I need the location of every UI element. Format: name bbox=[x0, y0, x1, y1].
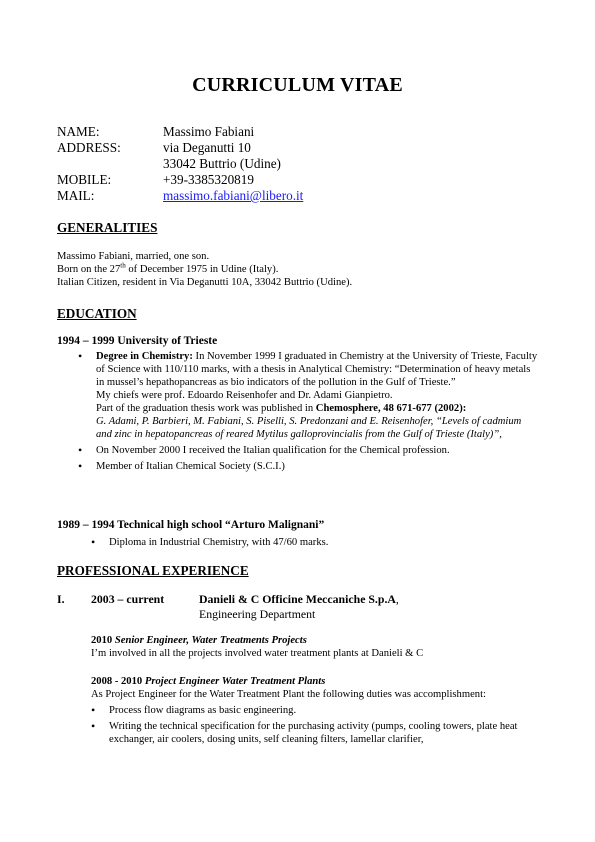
duty-item: • Writing the technical specification for the purchasing activity (pumps, cooling towers, plate heat exchanger, air coolers, dosing units, self cleaning filters, lamellar clarifier, bbox=[91, 719, 518, 745]
diploma-item: • Diploma in Industrial Chemistry, with 47/60 marks. bbox=[91, 535, 329, 549]
experience-number: I. bbox=[57, 592, 65, 606]
mail-label: MAIL: bbox=[57, 188, 95, 203]
document-title: CURRICULUM VITAE bbox=[192, 74, 403, 96]
contact-block bbox=[57, 124, 303, 204]
bullet-icon: • bbox=[78, 459, 83, 473]
bullet-icon: • bbox=[91, 719, 96, 733]
membership-item: • Member of Italian Chemical Society (S.C.I.) bbox=[78, 459, 285, 473]
name-label: NAME: bbox=[57, 124, 100, 139]
role-senior-engineer bbox=[91, 634, 536, 660]
university-details bbox=[78, 350, 538, 473]
contact-name-row bbox=[57, 124, 303, 140]
degree-item bbox=[78, 350, 538, 441]
bullet-icon: • bbox=[91, 703, 96, 717]
role2-text: As Project Engineer for the Water Treatment Plant the following duties was accomplishment: bbox=[91, 689, 486, 700]
publication-text: Part of the graduation thesis work was published in Chemosphere, 48 671-677 (2002): bbox=[96, 403, 467, 414]
mail-link[interactable]: massimo.fabiani@libero.it bbox=[163, 188, 304, 203]
contact-mobile-row bbox=[57, 172, 303, 188]
degree-text: In November 1999 I graduated in Chemistry at the University of Trieste, Faculty of Science with 110/110 marks, with a thesis in Analytical Chemistry: “Determination of heavy metals in mussel’s hepathopancreas as bio indicators of the pollution in the Gulf of Trieste.” bbox=[96, 351, 538, 388]
role2-heading: 2008 - 2010 Project Engineer Water Treatment Plants bbox=[91, 676, 326, 687]
experience-dates: 2003 – current bbox=[91, 592, 165, 606]
bullet-icon: • bbox=[78, 443, 83, 457]
generalities-text bbox=[57, 250, 537, 289]
generalities-line-2: Born on the 27th of December 1975 in Udine (Italy). bbox=[57, 261, 279, 275]
experience-company: Danieli & C Officine Meccaniche S.p.A, bbox=[199, 592, 399, 606]
degree-label: Degree in Chemistry: bbox=[96, 351, 193, 362]
duty-item: • Process flow diagrams as basic engineering. bbox=[91, 703, 297, 717]
contact-mail-row bbox=[57, 188, 303, 204]
education-heading: EDUCATION bbox=[57, 306, 137, 321]
role1-text: I’m involved in all the projects involved water treatment plants at Danieli & C bbox=[91, 648, 424, 659]
contact-address-row bbox=[57, 140, 303, 156]
role1-heading: 2010 Senior Engineer, Water Treatments Projects bbox=[91, 635, 307, 646]
high-school-heading: 1989 – 1994 Technical high school “Arturo Malignani” bbox=[57, 519, 325, 531]
role-project-engineer bbox=[91, 675, 536, 746]
contact-address-row-2 bbox=[57, 156, 303, 172]
address-line-2: 33042 Buttrio (Udine) bbox=[163, 156, 281, 171]
mobile-label: MOBILE: bbox=[57, 172, 112, 187]
generalities-line-1: Massimo Fabiani, married, one son. bbox=[57, 251, 210, 262]
university-heading: 1994 – 1999 University of Trieste bbox=[57, 335, 218, 347]
generalities-line-3: Italian Citizen, resident in Via Deganutti 10A, 33042 Buttrio (Udine). bbox=[57, 277, 353, 288]
address-label: ADDRESS: bbox=[57, 140, 121, 155]
chiefs-text: My chiefs were prof. Edoardo Reisenhofer and Dr. Adami Gianpietro. bbox=[96, 390, 393, 401]
qualification-item: • On November 2000 I received the Italian qualification for the Chemical profession. bbox=[78, 443, 450, 457]
bullet-icon: • bbox=[91, 535, 96, 549]
publication-citation: G. Adami, P. Barbieri, M. Fabiani, S. Piselli, S. Predonzani and E. Reisenhofer, “Levels of cadmium and zinc in hepatopancreas of reared Mytilus galloprovincialis from the Gulf of Trieste (Italy)”, bbox=[96, 416, 522, 440]
name-value: Massimo Fabiani bbox=[163, 124, 255, 139]
generalities-heading: GENERALITIES bbox=[57, 220, 158, 235]
experience-heading: PROFESSIONAL EXPERIENCE bbox=[57, 563, 249, 578]
mobile-value: +39-3385320819 bbox=[163, 172, 254, 187]
address-line-1: via Deganutti 10 bbox=[163, 140, 251, 155]
high-school-details bbox=[91, 536, 531, 549]
bullet-icon: • bbox=[78, 349, 83, 363]
experience-department: Engineering Department bbox=[199, 607, 316, 621]
